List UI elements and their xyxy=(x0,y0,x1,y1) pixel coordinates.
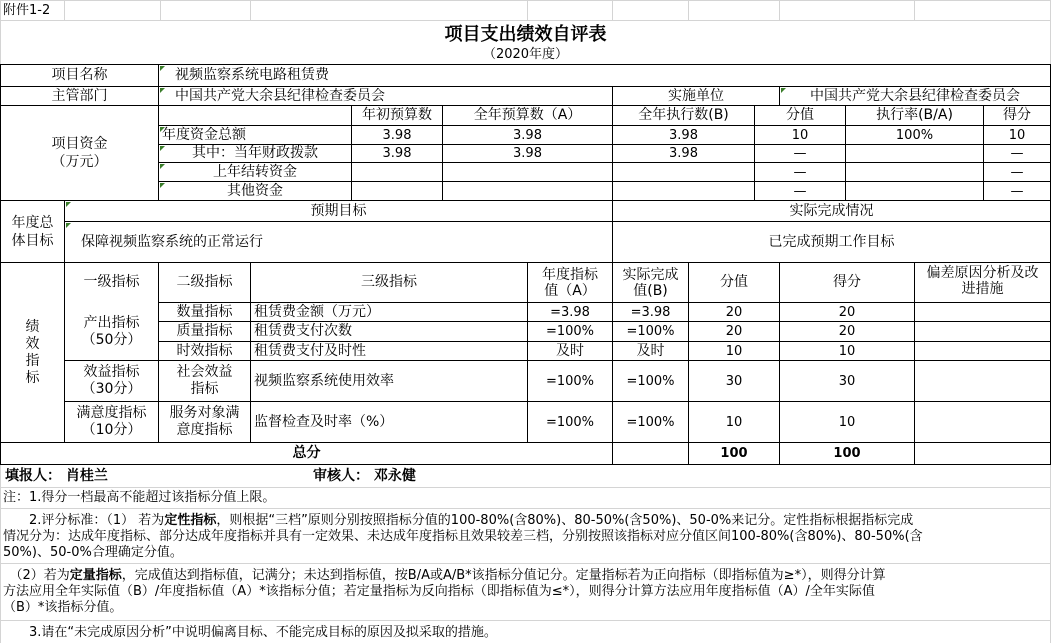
funds-row-name: 上年结转资金 xyxy=(159,163,351,181)
reviewer-label: 审核人： 邓永健 xyxy=(313,467,416,484)
funds-row-got: — xyxy=(1010,164,1024,180)
perf-row-score: 30 xyxy=(725,373,743,389)
perf-group-output: 产出指标 （50分） xyxy=(81,314,142,348)
note-3: （2）若为定量指标，完成值达到指标值，记满分；未达到指标值，按B/A或A/B*该指标分值记分。定量指标若为正向指标（即指标值为≥*），则得分计算 xyxy=(3,568,886,583)
perf-group-satisfaction: 满意度指标 （10分） xyxy=(76,405,147,438)
perf-row-l3: 租赁费支付及时性 xyxy=(254,342,366,359)
funds-row-score: — xyxy=(793,146,807,161)
funds-header-rate: 执行率(B/A) xyxy=(876,107,953,123)
perf-row-l3: 租赁费支付次数 xyxy=(254,323,352,339)
project-name-value: 视频监察系统电路租赁费 xyxy=(159,65,759,86)
perf-row-l2: 数量指标 xyxy=(176,303,233,320)
perf-header-score: 分值 xyxy=(720,274,748,290)
project-name-label: 项目名称 xyxy=(51,67,108,83)
funds-row-score: — xyxy=(793,183,807,199)
funds-header-annual: 全年预算数（A） xyxy=(473,107,582,123)
note-2-line-2: 情况分为：达成年度指标、部分达成年度指标并具有一定效果、未达成年度指标且效果较差三档，分别按照该指标对应分值区间100-80%(含80%)、80-50%(含 xyxy=(3,529,923,544)
page-title: 项目支出绩效自评表 xyxy=(444,23,607,45)
total-label: 总分 xyxy=(292,445,321,461)
funds-row-got: 10 xyxy=(1008,127,1026,143)
perf-row-l2: 服务对象满 意度指标 xyxy=(169,405,240,438)
perf-label: 绩 效 指 标 xyxy=(25,318,40,386)
funds-row-name: 其他资金 xyxy=(159,182,351,200)
perf-row-target: =100% xyxy=(545,414,595,430)
note-2-line-3: 50%)、50-0%合理确定分值。 xyxy=(3,545,183,560)
funds-label: 项目资金 （万元） xyxy=(51,136,108,170)
perf-header-actual: 实际完成 值(B) xyxy=(622,266,679,299)
perf-row-target: =100% xyxy=(545,324,595,339)
perf-row-actual: 及时 xyxy=(636,342,665,359)
funds-row-exec: 3.98 xyxy=(669,146,698,161)
funds-row-rate: 100% xyxy=(895,127,934,143)
year-label: （2020年度） xyxy=(482,47,569,62)
perf-row-actual: =100% xyxy=(626,324,675,339)
perf-header-got: 得分 xyxy=(833,274,861,290)
funds-row-rate xyxy=(846,182,983,200)
impl-label: 实施单位 xyxy=(668,87,724,104)
goal-actual-header: 实际完成情况 xyxy=(789,202,874,219)
perf-header-deviation: 偏差原因分析及改 进措施 xyxy=(926,265,1039,297)
note-3-line-2: 方法应用全年实际值（B）/年度指标值（A）*该指标分值；若定量指标为反向指标（即指标值为≤*），则得分计算方法应用年度指标值（A）/全年实际值 xyxy=(3,584,875,599)
funds-header-score: 分值 xyxy=(786,107,814,123)
total-score: 100 xyxy=(720,446,748,461)
perf-row-target: =3.98 xyxy=(550,304,590,320)
funds-row-annual xyxy=(443,163,612,181)
perf-row-actual: =100% xyxy=(626,373,675,389)
funds-row-annual xyxy=(443,182,612,200)
perf-row-l2: 社会效益 指标 xyxy=(176,364,233,397)
perf-row-got: 10 xyxy=(838,343,856,359)
funds-row-name: 其中：当年财政拨款 xyxy=(159,145,351,162)
filler-label: 填报人： 肖桂兰 xyxy=(5,467,108,484)
funds-row-score: — xyxy=(793,164,807,180)
funds-row-got: — xyxy=(1010,183,1024,199)
perf-row-score: 10 xyxy=(725,343,743,359)
funds-row-initial: 3.98 xyxy=(382,127,412,143)
perf-row-score: 20 xyxy=(725,324,743,339)
goal-expected-text: 保障视频监察系统的正常运行 xyxy=(65,222,612,262)
goal-expected-header: 预期目标 xyxy=(65,201,612,221)
perf-row-got: 20 xyxy=(838,304,856,320)
funds-row-score: 10 xyxy=(791,127,809,143)
funds-header-exec: 全年执行数(B) xyxy=(638,107,729,123)
funds-row-rate xyxy=(846,145,983,162)
perf-row-l3: 租赁费金额（万元） xyxy=(254,303,380,320)
funds-header-initial: 年初预算数 xyxy=(362,107,432,123)
note-3-line-3: （B）*该指标分值。 xyxy=(3,600,123,615)
dept-label: 主管部门 xyxy=(51,87,108,104)
perf-row-target: 及时 xyxy=(556,342,584,359)
perf-header-l3: 三级指标 xyxy=(361,274,417,290)
funds-row-exec xyxy=(613,182,754,200)
perf-row-l2: 质量指标 xyxy=(176,323,233,339)
perf-row-l3: 监督检查及时率（%） xyxy=(254,413,394,430)
perf-group-benefit: 效益指标 （30分） xyxy=(81,364,142,397)
goal-label: 年度总 体目标 xyxy=(11,214,54,249)
funds-row-annual: 3.98 xyxy=(513,127,542,143)
perf-row-l3: 视频监察系统使用效率 xyxy=(254,372,394,389)
funds-row-rate xyxy=(846,163,983,181)
perf-row-got: 20 xyxy=(838,324,856,339)
total-got: 100 xyxy=(833,446,861,461)
perf-row-score: 10 xyxy=(725,414,743,430)
funds-row-initial xyxy=(352,163,442,181)
attachment-label: 附件1-2 xyxy=(3,3,51,18)
perf-row-actual: =100% xyxy=(626,414,675,430)
funds-row-exec xyxy=(613,163,754,181)
perf-row-got: 10 xyxy=(838,414,856,430)
funds-row-annual: 3.98 xyxy=(513,146,542,161)
goal-actual-text: 已完成预期工作目标 xyxy=(768,233,895,250)
funds-header-got: 得分 xyxy=(1003,107,1031,123)
perf-row-l2: 时效指标 xyxy=(176,342,233,359)
perf-header-l2: 二级指标 xyxy=(176,274,233,290)
perf-row-got: 30 xyxy=(838,373,856,389)
note-2: 2.评分标准：（1） 若为定性指标，则根据“三档”原则分别按照指标分值的100-80%(含80%)、80-50%(含50%)、50-0%来记分。定性指标根据指标完成 xyxy=(3,513,914,528)
note-4: 3.请在“未完成原因分析”中说明偏离目标、不能完成目标的原因及拟采取的措施。 xyxy=(3,625,497,640)
funds-row-initial xyxy=(352,182,442,200)
funds-row-name: 年度资金总额 xyxy=(159,126,351,144)
dept-value: 中国共产党大余县纪律检查委员会 xyxy=(159,87,612,105)
perf-header-target: 年度指标 值（A） xyxy=(542,266,598,299)
funds-row-initial: 3.98 xyxy=(382,146,412,161)
perf-row-actual: =3.98 xyxy=(630,304,671,320)
perf-row-score: 20 xyxy=(725,304,743,320)
perf-header-l1: 一级指标 xyxy=(83,274,140,290)
funds-row-exec: 3.98 xyxy=(669,127,698,143)
note-1: 注：1.得分一档最高不能超过该指标分值上限。 xyxy=(3,490,276,505)
perf-row-target: =100% xyxy=(545,373,595,389)
funds-row-got: — xyxy=(1010,146,1024,161)
impl-value: 中国共产党大余县纪律检查委员会 xyxy=(780,87,1050,105)
